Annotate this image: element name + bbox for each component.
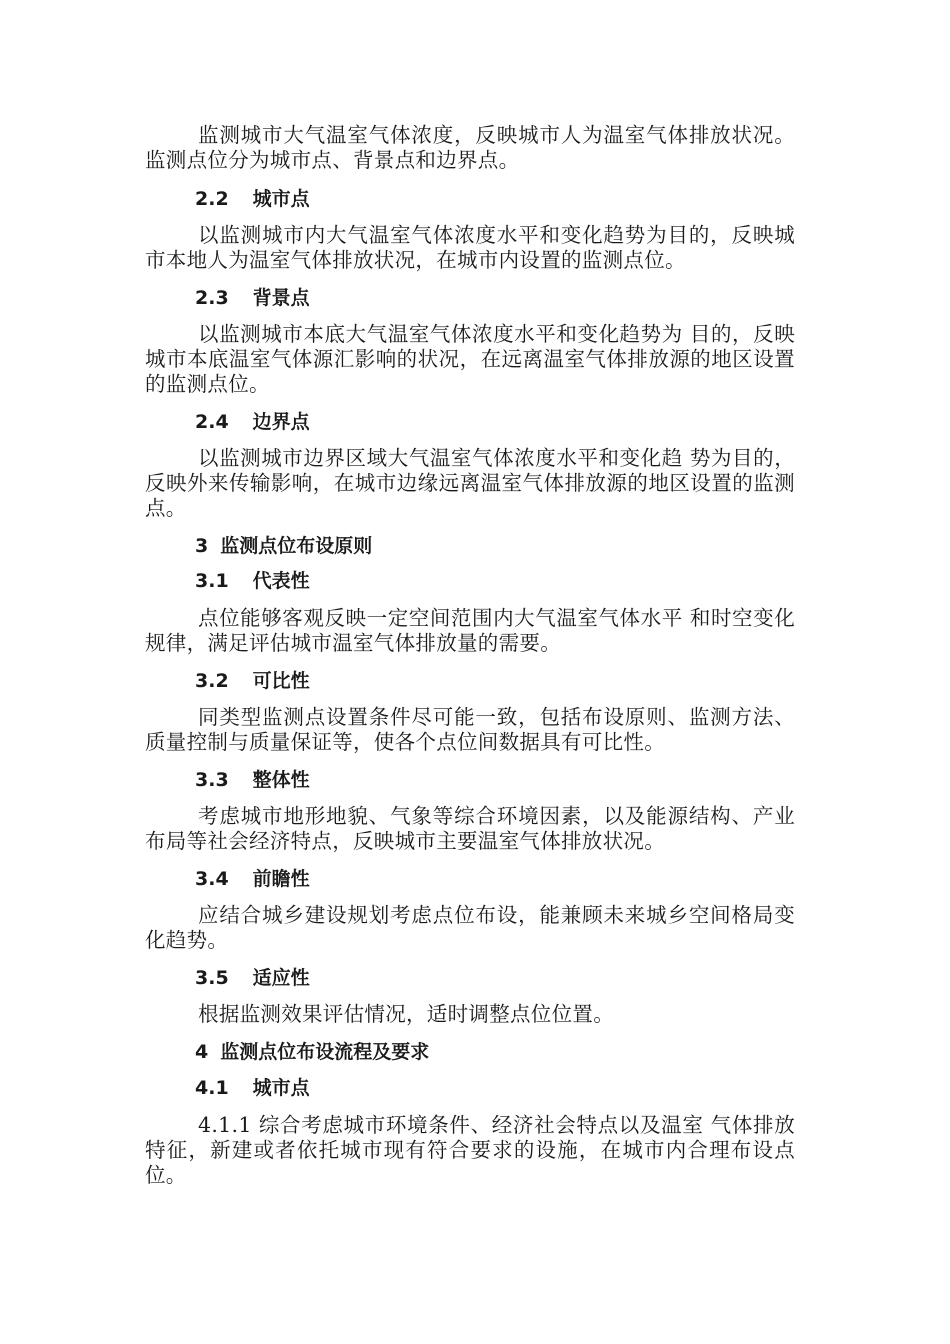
section-heading bbox=[145, 669, 795, 694]
paragraph bbox=[145, 446, 795, 521]
section-number: 2.2 bbox=[195, 188, 229, 210]
section-heading bbox=[145, 410, 795, 435]
paragraph-text: 以监测城市内大气温室气体浓度水平和变化趋势为目的，反映城市本地人为温室气体排放状况，在城市内设置的监测点位。 bbox=[145, 223, 795, 272]
paragraph-text: 以监测城市本底大气温室气体浓度水平和变化趋势为 目的，反映城市本底温室气体源汇影响的状况，在远离温室气体排放源的地区设置的监测点位。 bbox=[145, 322, 795, 396]
section-title: 适应性 bbox=[252, 967, 310, 989]
section-number: 4.1 bbox=[195, 1077, 229, 1099]
section-title: 监测点位布设流程及要求 bbox=[220, 1041, 430, 1063]
section-number: 3.4 bbox=[195, 868, 229, 890]
paragraph-text: 考虑城市地形地貌、气象等综合环境因素，以及能源结构、产业布局等社会经济特点，反映城市主要温室气体排放状况。 bbox=[145, 804, 795, 853]
paragraph bbox=[145, 705, 795, 755]
section-number: 3.1 bbox=[195, 570, 229, 592]
section-heading bbox=[145, 867, 795, 892]
section-title: 代表性 bbox=[252, 570, 310, 592]
section-number: 3.5 bbox=[195, 967, 229, 989]
section-title: 背景点 bbox=[252, 287, 310, 309]
paragraph bbox=[145, 223, 795, 273]
section-heading bbox=[145, 768, 795, 793]
paragraph-text: 监测城市大气温室气体浓度，反映城市人为温室气体排放状况。监测点位分为城市点、背景点和边界点。 bbox=[145, 123, 795, 172]
paragraph bbox=[145, 903, 795, 953]
section-title: 城市点 bbox=[252, 1077, 310, 1099]
paragraph-text: 4.1.1 综合考虑城市环境条件、经济社会特点以及温室 气体排放特征，新建或者依托城市现有符合要求的设施，在城市内合理布设点位。 bbox=[145, 1113, 795, 1187]
paragraph bbox=[145, 606, 795, 656]
section-heading bbox=[145, 187, 795, 212]
paragraph bbox=[145, 1113, 795, 1188]
section-title: 前瞻性 bbox=[252, 868, 310, 890]
paragraph bbox=[145, 123, 795, 173]
paragraph bbox=[145, 1002, 795, 1027]
section-number: 4 bbox=[195, 1041, 209, 1063]
section-number: 2.4 bbox=[195, 411, 229, 433]
section-heading bbox=[145, 569, 795, 594]
paragraph-text: 同类型监测点设置条件尽可能一致，包括布设原则、监测方法、质量控制与质量保证等，使各个点位间数据具有可比性。 bbox=[145, 705, 795, 754]
section-heading bbox=[145, 534, 795, 559]
section-title: 监测点位布设原则 bbox=[220, 535, 373, 557]
section-title: 整体性 bbox=[252, 769, 310, 791]
section-title: 城市点 bbox=[252, 188, 310, 210]
paragraph bbox=[145, 804, 795, 854]
paragraph-text: 点位能够客观反映一定空间范围内大气温室气体水平 和时空变化规律，满足评估城市温室气体排放量的需要。 bbox=[145, 606, 795, 655]
section-heading bbox=[145, 966, 795, 991]
section-title: 可比性 bbox=[252, 670, 310, 692]
section-number: 2.3 bbox=[195, 287, 229, 309]
paragraph-text: 以监测城市边界区域大气温室气体浓度水平和变化趋 势为目的，反映外来传输影响，在城市边缘远离温室气体排放源的地区设置的监测点。 bbox=[145, 446, 795, 520]
section-heading bbox=[145, 1040, 795, 1065]
paragraph bbox=[145, 322, 795, 397]
paragraph-text: 根据监测效果评估情况，适时调整点位位置。 bbox=[198, 1002, 614, 1026]
section-heading bbox=[145, 1076, 795, 1101]
section-heading bbox=[145, 286, 795, 311]
section-number: 3.3 bbox=[195, 769, 229, 791]
paragraph-text: 应结合城乡建设规划考虑点位布设，能兼顾未来城乡空间格局变化趋势。 bbox=[145, 903, 795, 952]
section-number: 3.2 bbox=[195, 670, 229, 692]
section-title: 边界点 bbox=[252, 411, 310, 433]
section-number: 3 bbox=[195, 535, 209, 557]
